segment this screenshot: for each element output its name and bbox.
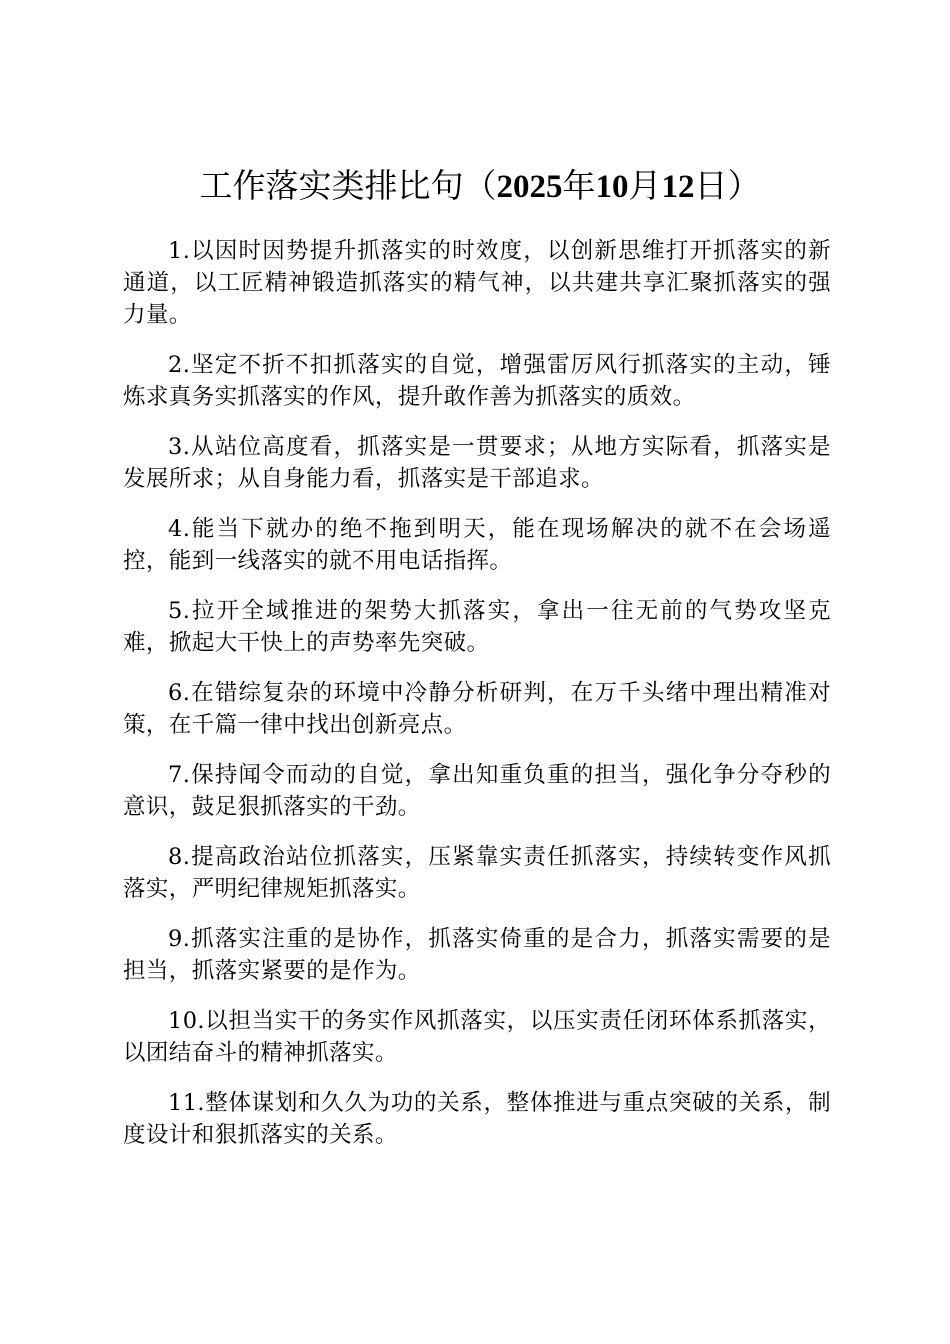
title-month-unit: 月: [628, 166, 662, 205]
paragraph-8: 8.提高政治站位抓落实，压紧靠实责任抓落实，持续转变作风抓落实，严明纪律规矩抓落实。: [123, 844, 831, 902]
paragraph-7: 7.保持闻令而动的自觉，拿出知重负重的担当，强化争分夺秒的意识，鼓足狠抓落实的干劲。: [123, 762, 831, 820]
title-month: 10: [595, 169, 629, 205]
title-prefix: 工作落实类排比句（: [199, 166, 497, 205]
paragraph-10: 10.以担当实干的务实作风抓落实，以压实责任闭环体系抓落实，以团结奋斗的精神抓落实。: [123, 1008, 831, 1066]
paragraph-6: 6.在错综复杂的环境中冷静分析研判，在万千头绪中理出精准对策，在千篇一律中找出创新亮点。: [123, 680, 831, 738]
document-title: [120, 164, 840, 209]
title-suffix: 日）: [694, 166, 761, 205]
title-year: 2025: [496, 169, 563, 205]
paragraph-9: 9.抓落实注重的是协作，抓落实倚重的是合力，抓落实需要的是担当，抓落实紧要的是作为。: [123, 926, 831, 984]
paragraph-5: 5.拉开全域推进的架势大抓落实，拿出一往无前的气势攻坚克难，掀起大干快上的声势率先突破。: [123, 598, 831, 656]
paragraph-1: 1.以因时因势提升抓落实的时效度，以创新思维打开抓落实的新通道，以工匠精神锻造抓落实的精气神，以共建共享汇聚抓落实的强力量。: [123, 238, 831, 328]
paragraph-2: 2.坚定不折不扣抓落实的自觉，增强雷厉风行抓落实的主动，锤炼求真务实抓落实的作风，提升敢作善为抓落实的质效。: [123, 352, 831, 410]
document-body: [123, 235, 831, 1169]
paragraph-11: 11.整体谋划和久久为功的关系，整体推进与重点突破的关系，制度设计和狠抓落实的关系。: [123, 1090, 831, 1148]
paragraph-4: 4.能当下就办的绝不拖到明天，能在现场解决的就不在会场遥控，能到一线落实的就不用电话指挥。: [123, 516, 831, 574]
title-day: 12: [661, 169, 695, 205]
paragraph-3: 3.从站位高度看，抓落实是一贯要求；从地方实际看，抓落实是发展所求；从自身能力看，抓落实是干部追求。: [123, 434, 831, 492]
title-year-unit: 年: [562, 166, 596, 205]
